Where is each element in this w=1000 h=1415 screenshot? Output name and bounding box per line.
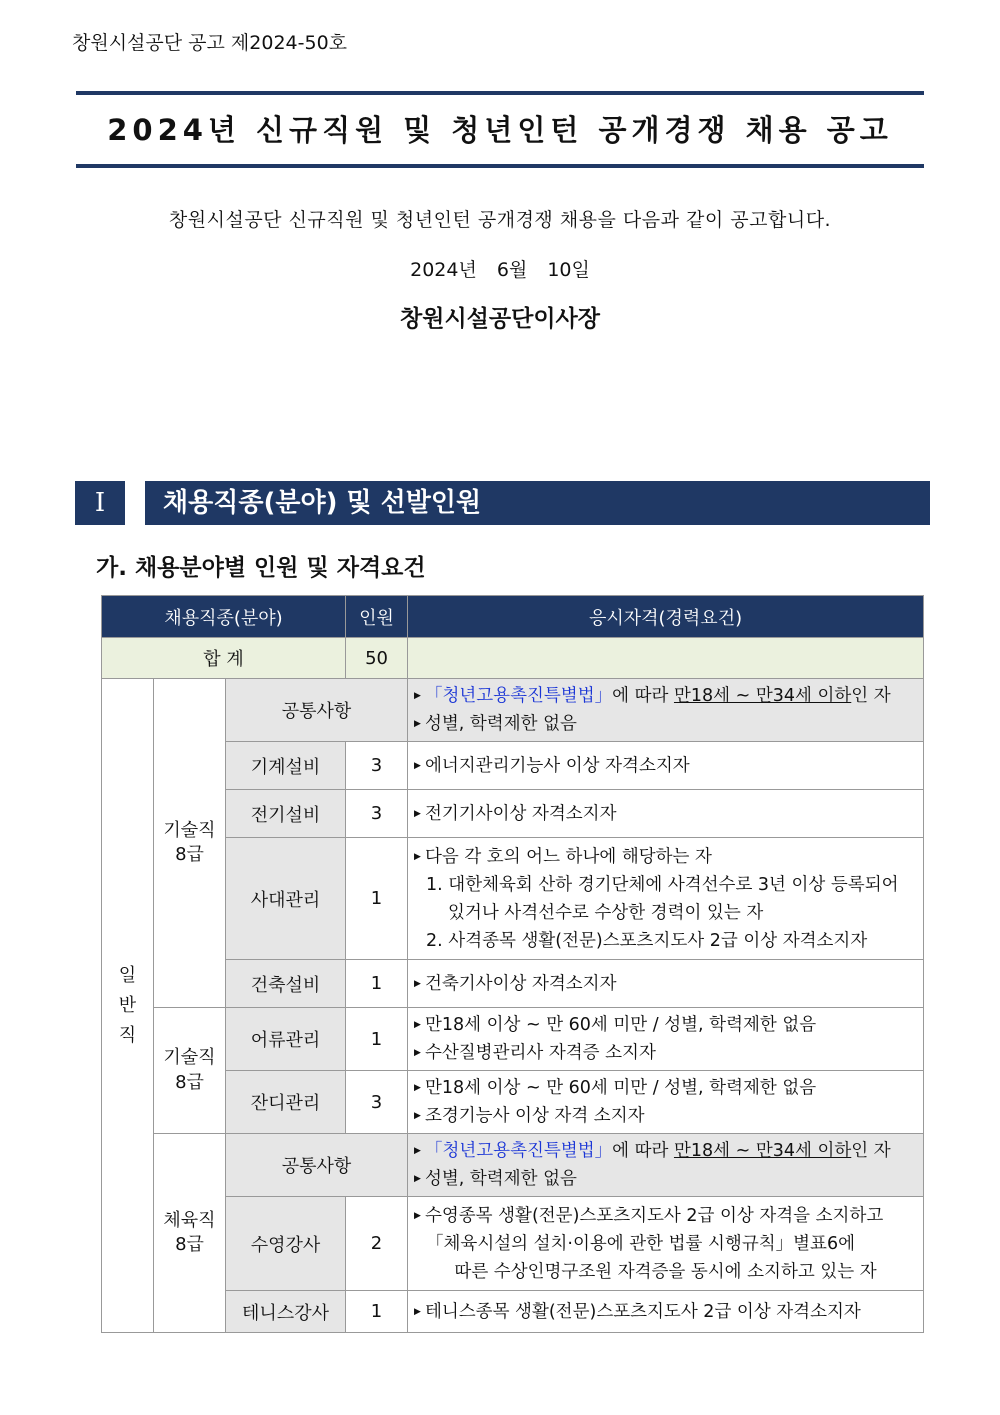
bullet-icon: ▶ (414, 719, 421, 729)
text: 성별, 학력제한 없음 (424, 714, 577, 734)
field-count: 1 (346, 960, 408, 1008)
field-requirements (408, 1008, 924, 1071)
common-label: 공통사항 (226, 1134, 408, 1197)
field-count: 3 (346, 1071, 408, 1134)
header-count: 인원 (346, 596, 408, 638)
field-requirements (408, 960, 924, 1008)
intro-text: 창원시설공단 신규직원 및 청년인턴 공개경쟁 채용을 다음과 같이 공고합니다. (168, 209, 832, 231)
field-name: 어류관리 (226, 1008, 346, 1071)
text: 조경기능사 이상 자격 소지자 (424, 1106, 645, 1126)
field-count: 1 (346, 1008, 408, 1071)
field-requirements (408, 838, 924, 960)
field-count: 3 (346, 742, 408, 790)
table-row (102, 679, 924, 742)
bullet-icon: ▶ (414, 1306, 421, 1317)
table-row (102, 1291, 924, 1333)
bullet-icon: ▶ (414, 1083, 421, 1093)
law-name: 「청년고용촉진특별법」 (424, 686, 613, 706)
text: 1. 대한체육회 산하 경기단체에 사격선수로 3년 이상 등록되어 (426, 874, 899, 895)
table-row (102, 742, 924, 790)
text: 만18세 이상 ~ 만 60세 미만 / 성별, 학력제한 없음 (424, 1015, 817, 1035)
header-field: 채용직종(분야) (102, 596, 346, 638)
total-empty (408, 638, 924, 679)
group-tech-2 (154, 1008, 226, 1134)
field-count: 1 (346, 1291, 408, 1333)
common-label: 공통사항 (226, 679, 408, 742)
text: 테니스종목 생활(전문)스포츠지도사 2급 이상 자격소지자 (424, 1301, 861, 1322)
group-sports (154, 1134, 226, 1333)
text: 성별, 학력제한 없음 (424, 1169, 577, 1189)
text: 에너지관리기능사 이상 자격소지자 (424, 755, 690, 776)
field-name: 잔디관리 (226, 1071, 346, 1134)
text: 「체육시설의 설치·이용에 관한 법률 시행규칙」별표6에 (426, 1233, 855, 1254)
text: 따른 수상인명구조원 자격증을 동시에 소지하고 있는 자 (454, 1261, 877, 1282)
text (414, 1258, 917, 1286)
text: 있거나 사격선수로 수상한 경력이 있는 자 (448, 902, 764, 923)
table-row (102, 1071, 924, 1134)
bullet-icon: ▶ (414, 1210, 421, 1221)
field-requirements (408, 742, 924, 790)
field-requirements (408, 1291, 924, 1333)
field-name: 기계설비 (226, 742, 346, 790)
field-requirements (408, 1071, 924, 1134)
field-name: 건축설비 (226, 960, 346, 1008)
text: 에 따라 (612, 1141, 674, 1161)
common-requirements (408, 1134, 924, 1197)
header-requirements: 응시자격(경력요건) (408, 596, 924, 638)
field-name: 테니스강사 (226, 1291, 346, 1333)
text: 인 자 (851, 1141, 891, 1161)
bullet-icon: ▶ (414, 1174, 421, 1184)
bullet-icon: ▶ (414, 691, 421, 701)
section-title: 채용직종(분야) 및 선발인원 (145, 481, 930, 525)
bullet-icon: ▶ (414, 1111, 421, 1121)
bullet-icon: ▶ (414, 978, 421, 989)
field-count: 2 (346, 1197, 408, 1291)
category-general-label: 일 반 직 (118, 964, 137, 1046)
total-count: 50 (346, 638, 408, 679)
subsection-title: 가. 채용분야별 인원 및 자격요건 (96, 555, 426, 581)
table-header-row (102, 596, 924, 638)
field-count: 3 (346, 790, 408, 838)
group-tech-1-label: 기술직 8급 (163, 819, 216, 865)
category-general (102, 679, 154, 1333)
notice-date: 2024년 6월 10일 (410, 259, 590, 281)
bullet-icon: ▶ (414, 851, 421, 862)
text: 수영종목 생활(전문)스포츠지도사 2급 이상 자격을 소지하고 (424, 1205, 884, 1226)
field-name: 전기설비 (226, 790, 346, 838)
page-title: 2024년 신규직원 및 청년인턴 공개경쟁 채용 공고 (107, 113, 893, 147)
table-row (102, 1134, 924, 1197)
bullet-icon: ▶ (414, 808, 421, 819)
field-name: 사대관리 (226, 838, 346, 960)
text: 2. 사격종목 생활(전문)스포츠지도사 2급 이상 자격소지자 (426, 930, 868, 951)
group-tech-1 (154, 679, 226, 1008)
text: 인 자 (851, 686, 891, 706)
group-tech-2-label: 기술직 8급 (163, 1047, 216, 1093)
bullet-icon: ▶ (414, 1020, 421, 1030)
total-row (102, 638, 924, 679)
text: 전기기사이상 자격소지자 (424, 803, 617, 824)
signature: 창원시설공단이사장 (400, 306, 600, 332)
title-rule-top (76, 91, 924, 95)
text: 건축기사이상 자격소지자 (424, 973, 617, 994)
section-number: Ⅰ (75, 481, 125, 525)
text: 만18세 이상 ~ 만 60세 미만 / 성별, 학력제한 없음 (424, 1078, 817, 1098)
text: 다음 각 호의 어느 하나에 해당하는 자 (424, 846, 712, 867)
bullet-icon: ▶ (414, 1048, 421, 1058)
law-name: 「청년고용촉진특별법」 (424, 1141, 613, 1161)
group-sports-label: 체육직 8급 (163, 1209, 216, 1255)
text: 수산질병관리사 자격증 소지자 (424, 1043, 656, 1063)
common-requirements (408, 679, 924, 742)
field-name: 수영강사 (226, 1197, 346, 1291)
age-range: 만18세 ~ 만34세 이하 (673, 1141, 852, 1161)
bullet-icon: ▶ (414, 1146, 421, 1156)
text: 에 따라 (612, 686, 674, 706)
requirements-table (101, 595, 924, 1333)
table-row (102, 1008, 924, 1071)
total-label: 합 계 (102, 638, 346, 679)
field-requirements (408, 790, 924, 838)
table-row (102, 960, 924, 1008)
table-row (102, 1197, 924, 1291)
field-requirements (408, 1197, 924, 1291)
title-rule-bottom (76, 164, 924, 168)
table-row (102, 790, 924, 838)
field-count: 1 (346, 838, 408, 960)
notice-number: 창원시설공단 공고 제2024-50호 (72, 32, 348, 54)
bullet-icon: ▶ (414, 760, 421, 771)
table-row (102, 838, 924, 960)
age-range: 만18세 ~ 만34세 이하 (673, 686, 852, 706)
